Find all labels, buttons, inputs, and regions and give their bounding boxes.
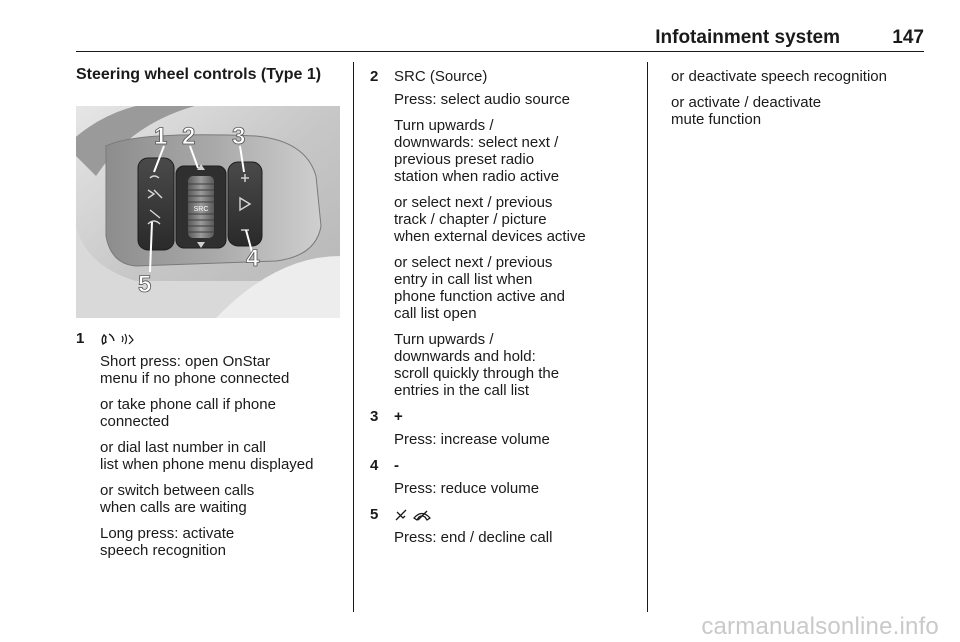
item-icons bbox=[394, 506, 432, 523]
item-number: 1 bbox=[76, 330, 85, 347]
item1-paragraph-1: Short press: open OnStar menu if no phone connected bbox=[100, 353, 290, 387]
figure-callout-2: 2 bbox=[182, 123, 196, 150]
list-item-1 bbox=[76, 330, 348, 347]
item-title: SRC (Source) bbox=[394, 68, 488, 85]
item1-paragraph-2: or take phone call if phone connected bbox=[100, 396, 276, 430]
item-number: 3 bbox=[370, 408, 379, 425]
list-item-4 bbox=[370, 457, 642, 474]
steering-wheel-figure bbox=[76, 106, 340, 318]
item3-paragraph-1: Press: increase volume bbox=[394, 431, 550, 448]
col3-paragraph-1: or deactivate speech recognition bbox=[671, 68, 887, 85]
figure-callout-1: 1 bbox=[154, 123, 168, 150]
column-2 bbox=[370, 68, 642, 555]
mute-icon bbox=[394, 508, 408, 522]
column-3 bbox=[671, 68, 933, 137]
column-divider-2 bbox=[647, 62, 648, 612]
col3-paragraph-2: or activate / deactivate mute function bbox=[671, 94, 822, 128]
list-item-3 bbox=[370, 408, 642, 425]
figure-src-label: SRC bbox=[193, 206, 209, 213]
steering-wheel-illustration bbox=[76, 106, 340, 318]
figure-callout-4: 4 bbox=[246, 245, 260, 272]
item1-paragraph-4: or switch between calls when calls are waiting bbox=[100, 482, 255, 516]
item1-paragraph-3: or dial last number in call list when phone menu displayed bbox=[100, 439, 314, 473]
column-1 bbox=[76, 330, 348, 568]
item2-paragraph-5: Turn upwards / downwards and hold: scroll quickly through the entries in the call list bbox=[394, 331, 560, 399]
header-title: Infotainment system bbox=[655, 27, 840, 48]
figure-callout-5: 5 bbox=[138, 271, 152, 298]
figure-callout-3: 3 bbox=[232, 123, 246, 150]
item4-paragraph-1: Press: reduce volume bbox=[394, 480, 540, 497]
list-item-5 bbox=[370, 506, 642, 523]
column-divider-1 bbox=[353, 62, 354, 612]
item2-paragraph-2: Turn upwards / downwards: select next / previous preset radio station when radio active bbox=[394, 117, 560, 185]
item2-paragraph-4: or select next / previous entry in call list when phone function active and call list open bbox=[394, 254, 565, 322]
item-symbol: + bbox=[394, 408, 403, 425]
page-number: 147 bbox=[892, 27, 924, 48]
item-number: 2 bbox=[370, 68, 379, 85]
item2-paragraph-1: Press: select audio source bbox=[394, 91, 570, 108]
header-rule bbox=[76, 51, 924, 52]
section-title: Steering wheel controls (Type 1) bbox=[76, 66, 322, 83]
item-icons bbox=[100, 330, 136, 347]
item-number: 4 bbox=[370, 457, 379, 474]
voice-icon bbox=[120, 332, 136, 346]
list-item-2 bbox=[370, 68, 642, 85]
item-symbol: - bbox=[394, 457, 399, 474]
hang-up-icon bbox=[412, 508, 432, 522]
phone-icon bbox=[100, 332, 116, 346]
watermark: carmanualsonline.info bbox=[701, 613, 939, 640]
item-number: 5 bbox=[370, 506, 379, 523]
item2-paragraph-3: or select next / previous track / chapter / picture when external devices active bbox=[394, 194, 586, 245]
item5-paragraph-1: Press: end / decline call bbox=[394, 529, 553, 546]
item1-paragraph-5: Long press: activate speech recognition bbox=[100, 525, 235, 559]
